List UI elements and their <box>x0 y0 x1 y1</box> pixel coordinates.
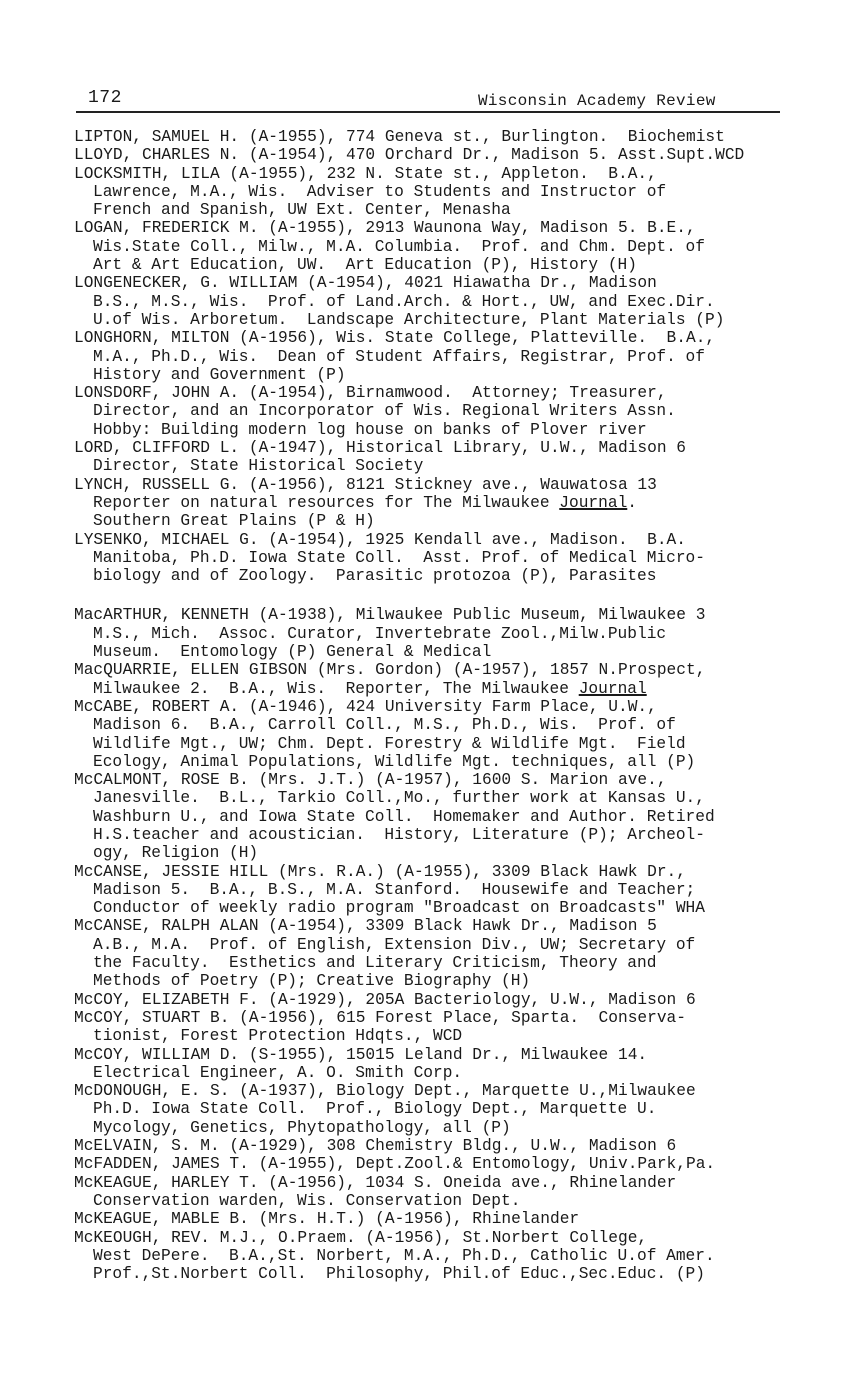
entry-detail-line: M.S., Mich. Assoc. Curator, Invertebrate Zool.,Milw.Public <box>93 624 667 643</box>
directory-entry <box>0 1210 863 1228</box>
entry-detail-line: French and Spanish, UW Ext. Center, Menasha <box>93 201 511 220</box>
entry-detail-line: M.A., Ph.D., Wis. Dean of Student Affairs, Registrar, Prof. of <box>93 347 705 366</box>
entry-detail-line: biology and of Zoology. Parasitic protozoa (P), Parasites <box>93 567 657 586</box>
entry-detail-line: ogy, Religion (H) <box>93 844 259 863</box>
entry-name-line: McCOY, STUART B. (A-1956), 615 Forest Place, Sparta. Conserva- <box>74 1008 686 1027</box>
entry-detail-line: Conservation warden, Wis. Conservation Dept. <box>93 1191 521 1210</box>
directory-entry <box>0 991 863 1009</box>
entry-name-line: McDONOUGH, E. S. (A-1937), Biology Dept., Marquette U.,Milwaukee <box>74 1082 696 1101</box>
entry-detail-line: Lawrence, M.A., Wis. Adviser to Students and Instructor of <box>93 182 667 201</box>
entry-name-line: LIPTON, SAMUEL H. (A-1955), 774 Geneva st., Burlington. Biochemist <box>74 128 725 146</box>
entry-name-line: McKEAGUE, MABLE B. (Mrs. H.T.) (A-1956), Rhinelander <box>74 1210 580 1229</box>
entry-name-line: McCANSE, RALPH ALAN (A-1954), 3309 Black Hawk Dr., Madison 5 <box>74 917 657 936</box>
directory-entry <box>0 771 863 862</box>
entry-name-line: LOGAN, FREDERICK M. (A-1955), 2913 Waunona Way, Madison 5. B.E., <box>74 219 696 238</box>
directory-entry <box>0 1082 863 1137</box>
entry-name-line: LONGHORN, MILTON (A-1956), Wis. State College, Platteville. B.A., <box>74 329 716 348</box>
directory-entries <box>0 128 863 1283</box>
entry-name-line: McCABE, ROBERT A. (A-1946), 424 University Farm Place, U.W., <box>74 697 657 716</box>
directory-entry <box>0 661 863 698</box>
directory-entry <box>0 165 863 220</box>
directory-entry <box>0 1229 863 1284</box>
underlined-title: Journal <box>559 493 628 512</box>
entry-detail-line: the Faculty. Esthetics and Literary Criticism, Theory and <box>93 954 657 973</box>
header-rule <box>76 111 780 113</box>
directory-entry <box>0 128 863 146</box>
entry-detail-line: Ph.D. Iowa State Coll. Prof., Biology Dept., Marquette U. <box>93 1100 657 1119</box>
entry-name-line: MacARTHUR, KENNETH (A-1938), Milwaukee Public Museum, Milwaukee 3 <box>74 606 706 625</box>
journal-title: Wisconsin Academy Review <box>478 92 716 110</box>
directory-entry <box>0 917 863 990</box>
directory-entry <box>0 606 863 661</box>
entry-name-line: McFADDEN, JAMES T. (A-1955), Dept.Zool.& Entomology, Univ.Park,Pa. <box>74 1155 716 1174</box>
entry-detail-line: B.S., M.S., Wis. Prof. of Land.Arch. & Hort., UW, and Exec.Dir. <box>93 292 715 311</box>
entry-detail-line: Janesville. B.L., Tarkio Coll.,Mo., further work at Kansas U., <box>93 789 705 808</box>
entry-detail-line: tionist, Forest Protection Hdqts., WCD <box>93 1027 463 1046</box>
directory-entry <box>0 439 863 476</box>
directory-entry <box>0 329 863 384</box>
directory-entry <box>0 698 863 771</box>
entry-detail-line: Ecology, Animal Populations, Wildlife Mgt. techniques, all (P) <box>93 752 696 771</box>
directory-entry <box>0 384 863 439</box>
directory-entry <box>0 1155 863 1173</box>
entry-detail-line: Reporter on natural resources for The Milwaukee Journal. <box>93 493 637 512</box>
entry-detail-line: Director, State Historical Society <box>93 457 424 476</box>
entry-name-line: McKEOUGH, REV. M.J., O.Praem. (A-1956), St.Norbert College, <box>74 1228 648 1247</box>
entry-name-line: LYSENKO, MICHAEL G. (A-1954), 1925 Kendall ave., Madison. B.A. <box>74 530 686 549</box>
entry-detail-line: History and Government (P) <box>93 365 346 384</box>
directory-entry <box>0 219 863 274</box>
entry-detail-line: U.of Wis. Arboretum. Landscape Architecture, Plant Materials (P) <box>93 310 725 329</box>
page-number: 172 <box>88 88 122 108</box>
entry-name-line: McCANSE, JESSIE HILL (Mrs. R.A.) (A-1955), 3309 Black Hawk Dr., <box>74 862 686 881</box>
entry-name-line: LOCKSMITH, LILA (A-1955), 232 N. State st., Appleton. B.A., <box>74 164 657 183</box>
entry-detail-line: A.B., M.A. Prof. of English, Extension Div., UW; Secretary of <box>93 935 696 954</box>
entry-detail-line: Wis.State Coll., Milw., M.A. Columbia. Prof. and Chm. Dept. of <box>93 237 705 256</box>
directory-entry <box>0 1046 863 1083</box>
entry-name-line: McKEAGUE, HARLEY T. (A-1956), 1034 S. Oneida ave., Rhinelander <box>74 1173 677 1192</box>
entry-name-line: LORD, CLIFFORD L. (A-1947), Historical Library, U.W., Madison 6 <box>74 439 686 458</box>
entry-detail-line: Madison 5. B.A., B.S., M.A. Stanford. Housewife and Teacher; <box>93 880 696 899</box>
entry-name-line: LYNCH, RUSSELL G. (A-1956), 8121 Stickney ave., Wauwatosa 13 <box>74 475 657 494</box>
directory-entry <box>0 146 863 164</box>
directory-entry <box>0 476 863 531</box>
entry-detail-line: West DePere. B.A.,St. Norbert, M.A., Ph.D., Catholic U.of Amer. <box>93 1246 715 1265</box>
entry-name-line: McCOY, ELIZABETH F. (A-1929), 205A Bacteriology, U.W., Madison 6 <box>74 990 696 1009</box>
entry-name-line: McELVAIN, S. M. (A-1929), 308 Chemistry Bldg., U.W., Madison 6 <box>74 1137 677 1156</box>
directory-entry <box>0 1137 863 1155</box>
entry-detail-line: Manitoba, Ph.D. Iowa State Coll. Asst. Prof. of Medical Micro- <box>93 548 705 567</box>
entry-name-line: LONSDORF, JOHN A. (A-1954), Birnamwood. Attorney; Treasurer, <box>74 384 667 403</box>
entry-detail-line: Washburn U., and Iowa State Coll. Homemaker and Author. Retired <box>93 807 715 826</box>
entry-detail-line: Methods of Poetry (P); Creative Biography (H) <box>93 972 531 991</box>
entry-name-line: LLOYD, CHARLES N. (A-1954), 470 Orchard Dr., Madison 5. Asst.Supt.WCD <box>74 146 745 165</box>
entry-detail-line: H.S.teacher and acoustician. History, Literature (P); Archeol- <box>93 825 705 844</box>
entry-detail-line: Milwaukee 2. B.A., Wis. Reporter, The Milwaukee Journal <box>93 679 647 698</box>
underlined-title: Journal <box>578 679 647 698</box>
entry-detail-line: Madison 6. B.A., Carroll Coll., M.S., Ph.D., Wis. Prof. of <box>93 716 676 735</box>
entry-detail-line: Museum. Entomology (P) General & Medical <box>93 643 492 662</box>
entry-detail-line: Southern Great Plains (P & H) <box>93 512 375 531</box>
section-gap <box>0 585 863 606</box>
directory-entry <box>0 863 863 918</box>
entry-detail-line: Hobby: Building modern log house on banks of Plover river <box>93 420 647 439</box>
entry-name-line: McCALMONT, ROSE B. (Mrs. J.T.) (A-1957), 1600 S. Marion ave., <box>74 771 667 790</box>
entry-name-line: LONGENECKER, G. WILLIAM (A-1954), 4021 Hiawatha Dr., Madison <box>74 274 657 293</box>
entry-name-line: MacQUARRIE, ELLEN GIBSON (Mrs. Gordon) (A-1957), 1857 N.Prospect, <box>74 661 706 680</box>
entry-detail-line: Director, and an Incorporator of Wis. Regional Writers Assn. <box>93 402 676 421</box>
entry-detail-line: Wildlife Mgt., UW; Chm. Dept. Forestry & Wildlife Mgt. Field <box>93 734 686 753</box>
entry-detail-line: Art & Art Education, UW. Art Education (P), History (H) <box>93 256 637 275</box>
entry-detail-line: Electrical Engineer, A. O. Smith Corp. <box>93 1063 463 1082</box>
entry-name-line: McCOY, WILLIAM D. (S-1955), 15015 Leland Dr., Milwaukee 14. <box>74 1045 648 1064</box>
directory-entry <box>0 531 863 586</box>
directory-entry <box>0 1174 863 1211</box>
directory-entry <box>0 274 863 329</box>
entry-detail-line: Mycology, Genetics, Phytopathology, all (P) <box>93 1118 511 1137</box>
entry-detail-line: Conductor of weekly radio program "Broadcast on Broadcasts" WHA <box>93 899 705 918</box>
directory-entry <box>0 1009 863 1046</box>
entry-detail-line: Prof.,St.Norbert Coll. Philosophy, Phil.of Educ.,Sec.Educ. (P) <box>93 1265 705 1284</box>
